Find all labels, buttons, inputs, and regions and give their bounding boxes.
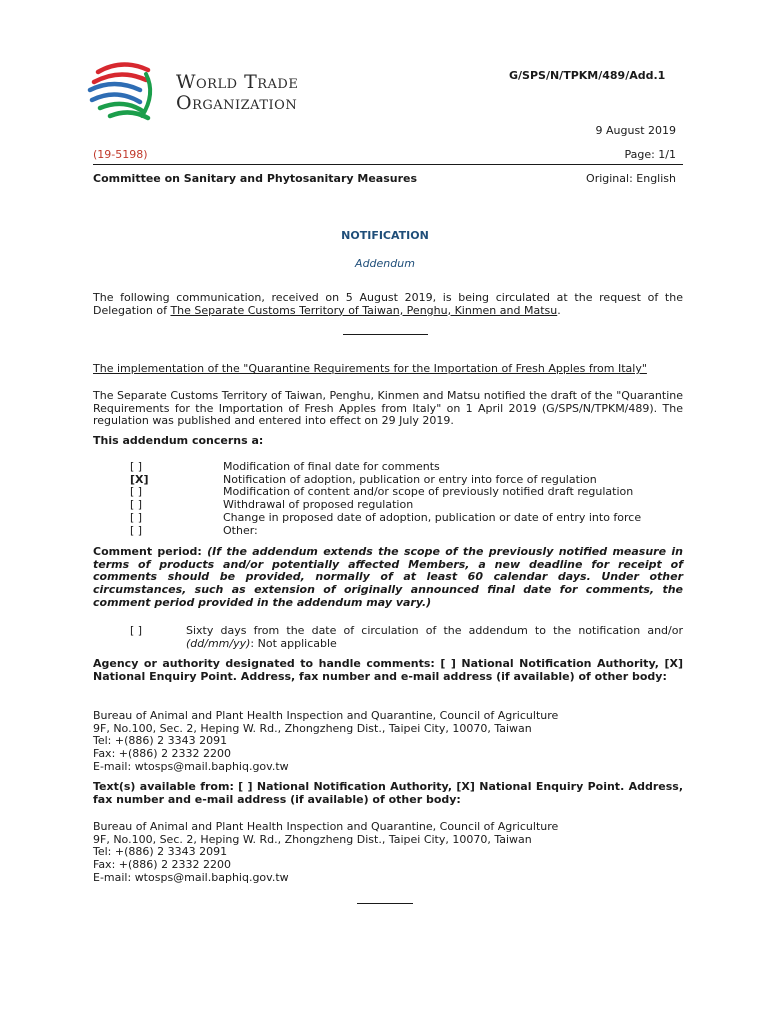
end-divider [357, 903, 413, 904]
comment-option-date: (dd/mm/yy) [186, 636, 251, 650]
comment-period [93, 546, 683, 610]
address-line: Tel: +(886) 2 3343 2091 [93, 734, 228, 748]
concerns-heading: This addendum concerns a: [93, 434, 264, 447]
wto-logo-icon [84, 56, 164, 126]
list-item-label: Modification of final date for comments [223, 460, 440, 473]
committee-name: Committee on Sanitary and Phytosanitary Measures [93, 172, 418, 185]
address-line: E-mail: wtosps@mail.baphiq.gov.tw [93, 870, 289, 884]
checkbox-marker: [ ] [130, 460, 143, 473]
comment-period-label: Comment period: [93, 545, 202, 558]
org-name-line1: World Trade [176, 71, 299, 93]
list-item [130, 499, 690, 512]
list-item-label: Modification of content and/or scope of previously notified draft regulation [223, 485, 634, 499]
intro-text: The following communication, received on 5 August 2019, is being circulated at the request of the Delegation of [93, 291, 683, 317]
org-name [176, 72, 298, 114]
comment-option-checkbox: [ ] [130, 624, 143, 637]
address-line: Bureau of Animal and Plant Health Inspection and Quarantine, Council of Agriculture [93, 820, 559, 833]
texts-heading: Text(s) available from: [ ] National Notification Authority, [X] National Enquiry Point. Address, fax number and e-mail address (if available) of other body: [93, 780, 683, 806]
document-symbol: G/SPS/N/TPKM/489/Add.1 [509, 69, 666, 82]
list-item-label: Other: [223, 523, 258, 537]
comment-option-main: Sixty days from the date of circulation of the addendum to the notification and/or [186, 624, 683, 637]
checkbox-marker: [ ] [130, 498, 143, 512]
checkbox-marker: [ ] [130, 510, 143, 524]
address-line: Tel: +(886) 2 3343 2091 [93, 845, 228, 859]
address-line: Fax: +(886) 2 2332 2200 [93, 747, 232, 761]
list-item-label: Change in proposed date of adoption, publication or date of entry into force [223, 510, 642, 524]
address-line: Fax: +(886) 2 2332 2200 [93, 858, 232, 872]
address-line: 9F, No.100, Sec. 2, Heping W. Rd., Zhongzheng Dist., Taipei City, 10070, Taiwan [93, 832, 532, 846]
agency-address [93, 710, 558, 774]
intro-tail: . [557, 303, 561, 317]
subject-title: The implementation of the "Quarantine Requirements for the Importation of Fresh Apples from Italy" [93, 362, 647, 375]
concerns-list [130, 461, 690, 537]
list-item [130, 512, 690, 525]
list-item [130, 525, 690, 538]
org-name-line2: Organization [176, 92, 298, 114]
comment-option-text [186, 625, 683, 650]
notification-title: NOTIFICATION [341, 229, 429, 242]
comment-option-tail: : Not applicable [250, 636, 337, 650]
document-date: 9 August 2019 [595, 124, 676, 137]
section-divider [343, 334, 428, 335]
checkbox-marker: [ ] [130, 523, 143, 537]
list-item-label: Withdrawal of proposed regulation [223, 498, 414, 512]
list-item [130, 461, 690, 474]
page-number: Page: 1/1 [624, 148, 676, 161]
document-number: (19-5198) [93, 148, 148, 161]
checkbox-marker: [ ] [130, 485, 143, 499]
address-line: E-mail: wtosps@mail.baphiq.gov.tw [93, 759, 289, 773]
checkbox-marker: [X] [130, 472, 149, 486]
address-line: 9F, No.100, Sec. 2, Heping W. Rd., Zhongzheng Dist., Taipei City, 10070, Taiwan [93, 721, 532, 735]
address-line: Bureau of Animal and Plant Health Inspection and Quarantine, Council of Agriculture [93, 709, 559, 722]
original-language: Original: English [586, 172, 676, 185]
addendum-subtitle: Addendum [355, 257, 415, 270]
intro-paragraph [93, 292, 683, 317]
list-item-label: Notification of adoption, publication or entry into force of regulation [223, 472, 597, 486]
texts-address [93, 821, 558, 885]
comment-period-text: (If the addendum extends the scope of the previously notified measure in terms of products and/or potentially affected Members, a new deadline for receipt of comments should be provided, normally of at least 60 calendar days. Under other circumstances, such as extension of originally announced final date for comments, the comment period provided in the addendum may vary.) [93, 545, 683, 609]
body-paragraph: The Separate Customs Territory of Taiwan, Penghu, Kinmen and Matsu notified the draft of the "Quarantine Requirements for the Importation of Fresh Apples from Italy" on 1 April 2019 (G/SPS/N/TPKM/489). The regulation was published and entered into effect on 29 July 2019. [93, 389, 683, 428]
agency-heading: Agency or authority designated to handle comments: [ ] National Notification Authority, [X] National Enquiry Point. Address, fax number and e-mail address (if available) of other body: [93, 657, 683, 683]
header-divider [93, 164, 683, 165]
delegation-name: The Separate Customs Territory of Taiwan, Penghu, Kinmen and Matsu [170, 303, 558, 317]
